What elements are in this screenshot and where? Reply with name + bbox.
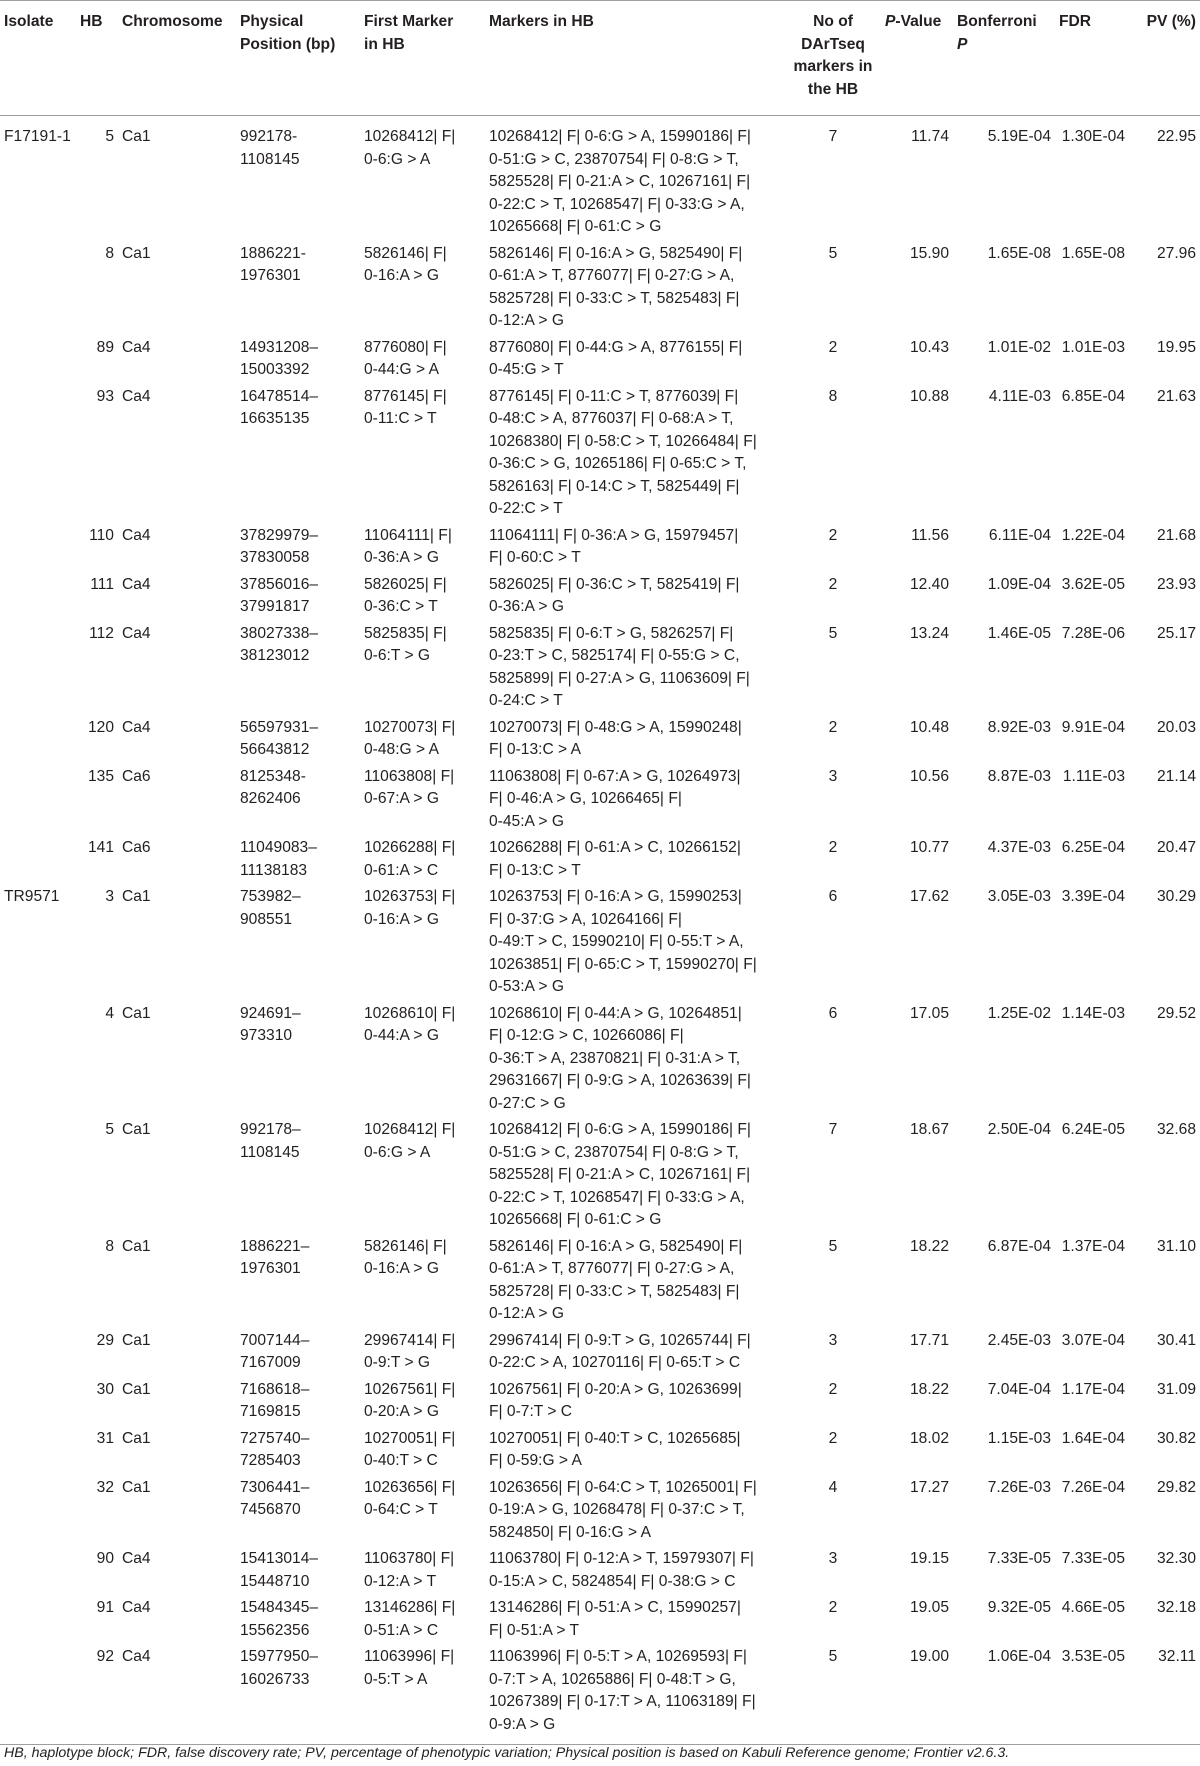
- cell-bonferroni-p: 1.15E-03: [987, 1429, 1051, 1447]
- cell-physical-position: 992178- 1108145: [240, 128, 300, 168]
- cell-first-marker: 5826146| F| 0-16:A > G: [364, 244, 447, 284]
- cell-marker-count: 2: [828, 718, 838, 736]
- cell-first-marker: 10263753| F| 0-16:A > G: [364, 888, 456, 928]
- header-pv: PV (%): [1129, 1, 1200, 116]
- cell-fdr: 3.62E-05: [1061, 575, 1125, 593]
- cell-bonferroni-p: 1.65E-08: [987, 244, 1051, 262]
- table-row: [0, 766, 1200, 838]
- cell-p-value: 10.43: [909, 338, 949, 356]
- cell-p-value: 15.90: [909, 244, 949, 262]
- cell-isolate: [0, 623, 76, 717]
- cell-marker-count: 6: [828, 888, 838, 905]
- cell-isolate: [0, 1646, 76, 1745]
- cell-pv: 32.30: [1156, 1550, 1196, 1567]
- table-row: [0, 386, 1200, 525]
- cell-fdr: 6.24E-05: [1061, 1121, 1125, 1138]
- cell-pv: 30.29: [1156, 888, 1196, 905]
- table-row: [0, 837, 1200, 886]
- cell-first-marker: 10268412| F| 0-6:G > A: [364, 1121, 456, 1161]
- cell-physical-position: 14931208– 15003392: [240, 338, 319, 378]
- cell-marker-count: 8: [828, 387, 838, 405]
- cell-pv: 22.95: [1156, 128, 1196, 145]
- cell-bonferroni-p: 6.87E-04: [987, 1237, 1051, 1255]
- cell-hb: 5: [105, 1121, 114, 1138]
- cell-first-marker: 10270051| F| 0-40:T > C: [364, 1429, 456, 1469]
- cell-chromosome: Ca4: [122, 718, 151, 736]
- cell-isolate: [0, 837, 76, 886]
- cell-chromosome: Ca4: [122, 575, 151, 593]
- cell-physical-position: 16478514– 16635135: [240, 387, 319, 427]
- cell-markers-in-hb: 10267561| F| 0-20:A > G, 10263699| F| 0-7:T > C: [489, 1380, 742, 1420]
- cell-marker-count: 2: [828, 839, 838, 856]
- cell-hb: 120: [87, 718, 114, 736]
- header-bonferroni-prefix: Bonferroni: [957, 13, 1037, 30]
- cell-fdr: 1.64E-04: [1061, 1429, 1125, 1447]
- table-row: [0, 1477, 1200, 1549]
- header-bonferroni-italic: P: [957, 35, 968, 53]
- cell-first-marker: 10268610| F| 0-44:A > G: [364, 1004, 456, 1044]
- table-row: [0, 1119, 1200, 1236]
- cell-marker-count: 2: [828, 1429, 838, 1447]
- cell-fdr: 1.37E-04: [1061, 1237, 1125, 1255]
- header-p-value-italic: P: [885, 13, 896, 30]
- cell-p-value: 10.56: [909, 767, 949, 785]
- cell-isolate: [0, 1379, 76, 1428]
- header-first-marker: First Marker in HB: [360, 1, 485, 116]
- cell-physical-position: 15413014– 15448710: [240, 1550, 319, 1590]
- cell-isolate: [0, 1330, 76, 1379]
- cell-hb: 8: [105, 244, 114, 262]
- cell-markers-in-hb: 10263656| F| 0-64:C > T, 10265001| F| 0-19:A > G, 10268478| F| 0-37:C > T, 5824850| F| 0-16:G > A: [489, 1478, 757, 1541]
- cell-bonferroni-p: 6.11E-04: [988, 526, 1051, 544]
- table-row: [0, 1236, 1200, 1330]
- cell-p-value: 17.71: [909, 1331, 949, 1349]
- cell-markers-in-hb: 10263753| F| 0-16:A > G, 15990253| F| 0-37:G > A, 10264166| F| 0-49:T > C, 15990210| F| 0-55:T > A, 10263851| F| 0-65:C > T, 15990270| F| 0-53:A > G: [489, 888, 757, 995]
- header-isolate: Isolate: [0, 1, 76, 116]
- cell-isolate: [0, 386, 76, 525]
- cell-physical-position: 1886221- 1976301: [240, 244, 306, 284]
- table-body: [0, 116, 1200, 1745]
- cell-fdr: 1.17E-04: [1061, 1380, 1125, 1398]
- cell-physical-position: 8125348- 8262406: [240, 767, 306, 807]
- cell-fdr: 3.53E-05: [1055, 1646, 1129, 1745]
- cell-bonferroni-p: 7.04E-04: [987, 1380, 1051, 1398]
- cell-first-marker: 10268412| F| 0-6:G > A: [364, 128, 456, 168]
- header-bonferroni: [953, 1, 1055, 116]
- cell-marker-count: 3: [828, 767, 838, 785]
- cell-markers-in-hb: 11063996| F| 0-5:T > A, 10269593| F| 0-7:T > A, 10265886| F| 0-48:T > G, 10267389| F| 0-17:T > A, 11063189| F| 0-9:A > G: [485, 1646, 785, 1745]
- cell-fdr: 9.91E-04: [1061, 718, 1125, 736]
- cell-p-value: 10.48: [909, 718, 949, 736]
- cell-isolate: [0, 1003, 76, 1120]
- cell-hb: 111: [90, 575, 114, 593]
- cell-marker-count: 5: [828, 624, 838, 642]
- cell-first-marker: 5826146| F| 0-16:A > G: [364, 1237, 447, 1277]
- cell-marker-count: 4: [828, 1478, 838, 1496]
- cell-p-value: 18.22: [909, 1237, 949, 1255]
- header-chromosome: Chromosome: [118, 1, 236, 116]
- cell-marker-count: 2: [828, 575, 838, 593]
- cell-p-value: 17.27: [909, 1478, 949, 1496]
- cell-bonferroni-p: 2.45E-03: [987, 1331, 1051, 1349]
- table-row: [0, 525, 1200, 574]
- cell-hb: 135: [87, 767, 114, 785]
- cell-markers-in-hb: 10270073| F| 0-48:G > A, 15990248| F| 0-13:C > A: [489, 718, 742, 758]
- cell-p-value: 19.15: [909, 1550, 949, 1567]
- cell-markers-in-hb: 29967414| F| 0-9:T > G, 10265744| F| 0-22:C > A, 10270116| F| 0-65:T > C: [489, 1331, 751, 1371]
- header-hb: HB: [76, 1, 118, 116]
- cell-chromosome: Ca6: [122, 839, 151, 856]
- table-row: [0, 886, 1200, 1003]
- cell-physical-position: 1886221– 1976301: [240, 1237, 310, 1277]
- cell-first-marker: 10270073| F| 0-48:G > A: [364, 718, 456, 758]
- cell-p-value: 17.62: [909, 888, 949, 905]
- cell-first-marker: 10263656| F| 0-64:C > T: [364, 1478, 456, 1518]
- cell-physical-position: 924691– 973310: [240, 1004, 301, 1044]
- cell-pv: 32.18: [1156, 1599, 1196, 1616]
- cell-chromosome: Ca1: [122, 888, 151, 905]
- table-row: [0, 1548, 1200, 1597]
- cell-bonferroni-p: 9.32E-05: [987, 1599, 1051, 1616]
- cell-physical-position: 753982– 908551: [240, 888, 301, 928]
- table-header: [0, 1, 1200, 116]
- cell-fdr: 7.28E-06: [1061, 624, 1125, 642]
- cell-fdr: 7.33E-05: [1061, 1550, 1125, 1567]
- cell-pv: 21.68: [1156, 526, 1196, 544]
- table-row: [0, 1597, 1200, 1646]
- cell-hb: 31: [96, 1429, 114, 1447]
- table-row: [0, 1379, 1200, 1428]
- cell-chromosome: Ca4: [122, 338, 151, 356]
- cell-physical-position: 56597931– 56643812: [240, 718, 319, 758]
- cell-chromosome: Ca4: [122, 387, 151, 405]
- cell-p-value: 19.05: [909, 1599, 949, 1616]
- header-physical-position: Physical Position (bp): [236, 1, 360, 116]
- cell-physical-position: 37856016– 37991817: [240, 575, 319, 615]
- table-row: [0, 116, 1200, 243]
- cell-physical-position: 7168618– 7169815: [240, 1380, 310, 1420]
- cell-bonferroni-p: 5.19E-04: [987, 128, 1051, 145]
- cell-isolate: [0, 766, 76, 838]
- cell-physical-position: 992178– 1108145: [240, 1121, 301, 1161]
- cell-chromosome: Ca1: [122, 1380, 151, 1398]
- cell-chromosome: Ca4: [122, 1550, 151, 1567]
- cell-physical-position: 15484345– 15562356: [240, 1599, 319, 1639]
- cell-fdr: 6.25E-04: [1061, 839, 1125, 856]
- cell-p-value: 11.56: [911, 526, 949, 544]
- cell-pv: 19.95: [1156, 338, 1196, 356]
- cell-pv: 20.47: [1156, 839, 1196, 856]
- cell-isolate: F17191-1: [4, 128, 71, 145]
- cell-markers-in-hb: 8776145| F| 0-11:C > T, 8776039| F| 0-48:C > A, 8776037| F| 0-68:A > T, 10268380| F| 0-58:C > T, 10266484| F| 0-36:C > G, 10265186| F| 0-65:C > T, 5826163| F| 0-14:C > T, 5825449| F| 0-22:C > T: [489, 387, 757, 517]
- cell-pv: 20.03: [1156, 718, 1196, 736]
- cell-markers-in-hb: 10268412| F| 0-6:G > A, 15990186| F| 0-51:G > C, 23870754| F| 0-8:G > T, 5825528| F| 0-21:A > C, 10267161| F| 0-22:C > T, 10268547| F| 0-33:G > A, 10265668| F| 0-61:C > G: [489, 1121, 751, 1228]
- cell-hb: 4: [105, 1004, 114, 1022]
- cell-hb: 89: [96, 338, 114, 356]
- cell-marker-count: 2: [828, 1380, 838, 1398]
- cell-markers-in-hb: 5826146| F| 0-16:A > G, 5825490| F| 0-61:A > T, 8776077| F| 0-27:G > A, 5825728| F| 0-33:C > T, 5825483| F| 0-12:A > G: [489, 1237, 743, 1322]
- cell-isolate: [0, 1597, 76, 1646]
- cell-chromosome: Ca1: [122, 128, 151, 145]
- cell-pv: 27.96: [1156, 244, 1196, 262]
- cell-marker-count: 3: [828, 1331, 838, 1349]
- cell-hb: 141: [87, 839, 114, 856]
- cell-fdr: 1.30E-04: [1061, 128, 1125, 145]
- cell-physical-position: 38027338– 38123012: [240, 624, 319, 664]
- cell-pv: 31.09: [1156, 1380, 1196, 1398]
- cell-pv: 30.41: [1156, 1331, 1196, 1349]
- cell-bonferroni-p: 1.09E-04: [987, 575, 1051, 593]
- cell-physical-position: 7306441– 7456870: [240, 1478, 310, 1518]
- cell-fdr: 1.11E-03: [1062, 767, 1125, 785]
- cell-markers-in-hb: 5826146| F| 0-16:A > G, 5825490| F| 0-61:A > T, 8776077| F| 0-27:G > A, 5825728| F| 0-33:C > T, 5825483| F| 0-12:A > G: [489, 244, 743, 329]
- cell-markers-in-hb: 10268610| F| 0-44:A > G, 10264851| F| 0-12:G > C, 10266086| F| 0-36:T > A, 23870821| F| 0-31:A > T, 29631667| F| 0-9:G > A, 10263639| F| 0-27:C > G: [489, 1004, 751, 1112]
- cell-hb: 30: [96, 1380, 114, 1398]
- header-p-value: [881, 1, 953, 116]
- table-row: [0, 623, 1200, 717]
- cell-chromosome: Ca1: [122, 244, 151, 262]
- cell-first-marker: 5825835| F| 0-6:T > G: [364, 624, 447, 664]
- cell-fdr: 1.14E-03: [1061, 1004, 1125, 1022]
- cell-markers-in-hb: 11064111| F| 0-36:A > G, 15979457| F| 0-60:C > T: [489, 526, 739, 566]
- cell-physical-position: 7007144– 7167009: [240, 1331, 310, 1371]
- cell-chromosome: Ca1: [122, 1237, 151, 1255]
- cell-first-marker: 10267561| F| 0-20:A > G: [364, 1380, 456, 1420]
- cell-marker-count: 7: [828, 1121, 838, 1138]
- cell-first-marker: 8776080| F| 0-44:G > A: [364, 338, 447, 378]
- cell-hb: 90: [96, 1550, 114, 1567]
- cell-physical-position: 11049083– 11138183: [240, 839, 317, 879]
- cell-marker-count: 2: [828, 526, 838, 544]
- cell-marker-count: 7: [828, 128, 838, 145]
- header-markers-in-hb: Markers in HB: [485, 1, 785, 116]
- cell-pv: 23.93: [1156, 575, 1196, 593]
- cell-fdr: 3.39E-04: [1061, 888, 1125, 905]
- cell-fdr: 1.22E-04: [1061, 526, 1125, 544]
- cell-hb: 91: [96, 1599, 114, 1616]
- cell-p-value: 10.77: [909, 839, 949, 856]
- cell-pv: 32.68: [1156, 1121, 1196, 1138]
- cell-physical-position: 37829979– 37830058: [240, 526, 319, 566]
- cell-isolate: [0, 1428, 76, 1477]
- cell-fdr: 4.66E-05: [1061, 1599, 1125, 1616]
- cell-fdr: 6.85E-04: [1061, 387, 1125, 405]
- cell-hb: 8: [105, 1237, 114, 1255]
- table-row: [0, 1646, 1200, 1745]
- cell-pv: 29.52: [1156, 1004, 1196, 1022]
- cell-markers-in-hb: 13146286| F| 0-51:A > C, 15990257| F| 0-51:A > T: [489, 1599, 741, 1639]
- cell-bonferroni-p: 1.06E-04: [953, 1646, 1055, 1745]
- table-row: [0, 1330, 1200, 1379]
- cell-marker-count: 5: [828, 244, 838, 262]
- cell-isolate: [0, 337, 76, 386]
- cell-markers-in-hb: 5825835| F| 0-6:T > G, 5826257| F| 0-23:T > C, 5825174| F| 0-55:G > C, 5825899| F| 0-27:A > G, 11063609| F| 0-24:C > T: [489, 624, 750, 709]
- cell-hb: 93: [96, 387, 114, 405]
- cell-chromosome: Ca1: [122, 1478, 151, 1496]
- cell-p-value: 11.74: [911, 128, 949, 145]
- cell-p-value: 18.02: [909, 1429, 949, 1447]
- header-marker-count: No of DArTseq markers in the HB: [785, 1, 881, 116]
- cell-hb: 5: [105, 128, 114, 145]
- table-footnote: HB, haplotype block; FDR, false discovery rate; PV, percentage of phenotypic variation; Physical position is based on Kabuli Reference genome; Frontier v2.6.3.: [4, 1745, 1010, 1761]
- cell-fdr: 1.65E-08: [1061, 244, 1125, 262]
- cell-bonferroni-p: 4.37E-03: [987, 839, 1051, 856]
- cell-marker-count: 3: [828, 1550, 838, 1567]
- cell-bonferroni-p: 1.25E-02: [987, 1004, 1051, 1022]
- cell-bonferroni-p: 1.01E-02: [987, 338, 1051, 356]
- cell-pv: 31.10: [1156, 1237, 1196, 1255]
- header-p-value-rest: -Value: [895, 13, 942, 30]
- cell-isolate: [0, 1119, 76, 1236]
- cell-bonferroni-p: 1.46E-05: [987, 624, 1051, 642]
- cell-chromosome: Ca1: [122, 1121, 151, 1138]
- table-row: [0, 717, 1200, 766]
- cell-first-marker: 10266288| F| 0-61:A > C: [364, 839, 456, 879]
- cell-marker-count: 5: [785, 1646, 881, 1745]
- cell-chromosome: Ca1: [122, 1004, 151, 1022]
- table-row: [0, 574, 1200, 623]
- cell-fdr: 3.07E-04: [1061, 1331, 1125, 1349]
- cell-first-marker: 11063808| F| 0-67:A > G: [364, 767, 455, 807]
- cell-pv: 30.82: [1156, 1429, 1196, 1447]
- cell-hb: 32: [96, 1478, 114, 1496]
- cell-pv: 21.63: [1156, 387, 1196, 405]
- cell-fdr: 7.26E-04: [1061, 1478, 1125, 1496]
- cell-isolate: [0, 717, 76, 766]
- cell-chromosome: Ca1: [122, 1429, 151, 1447]
- cell-fdr: 1.01E-03: [1061, 338, 1125, 356]
- cell-hb: 29: [96, 1331, 114, 1349]
- cell-p-value: 12.40: [909, 575, 949, 593]
- cell-physical-position: 7275740– 7285403: [240, 1429, 310, 1469]
- cell-isolate: [0, 525, 76, 574]
- cell-first-marker: 11064111| F| 0-36:A > G: [364, 526, 452, 566]
- cell-p-value: 19.00: [881, 1646, 953, 1745]
- cell-marker-count: 2: [828, 338, 838, 356]
- cell-bonferroni-p: 8.92E-03: [987, 718, 1051, 736]
- cell-p-value: 18.67: [909, 1121, 949, 1138]
- cell-chromosome: Ca4: [122, 1599, 151, 1616]
- cell-chromosome: Ca1: [122, 1331, 151, 1349]
- cell-isolate: [0, 1548, 76, 1597]
- cell-marker-count: 2: [828, 1599, 838, 1616]
- cell-first-marker: 11063996| F| 0-5:T > A: [360, 1646, 485, 1745]
- cell-chromosome: Ca6: [122, 767, 151, 785]
- cell-isolate: [0, 1477, 76, 1549]
- cell-pv: 32.11: [1129, 1646, 1200, 1745]
- cell-hb: 112: [89, 624, 114, 642]
- cell-p-value: 13.24: [909, 624, 949, 642]
- cell-markers-in-hb: 5826025| F| 0-36:C > T, 5825419| F| 0-36:A > G: [489, 575, 740, 615]
- cell-hb: 92: [76, 1646, 118, 1745]
- cell-isolate: TR9571: [4, 888, 60, 905]
- cell-bonferroni-p: 2.50E-04: [987, 1121, 1051, 1138]
- cell-markers-in-hb: 11063780| F| 0-12:A > T, 15979307| F| 0-15:A > C, 5824854| F| 0-38:G > C: [489, 1550, 754, 1590]
- cell-first-marker: 5826025| F| 0-36:C > T: [364, 575, 447, 615]
- table-row: [0, 337, 1200, 386]
- cell-chromosome: Ca4: [122, 624, 151, 642]
- cell-first-marker: 13146286| F| 0-51:A > C: [364, 1599, 456, 1639]
- cell-bonferroni-p: 7.26E-03: [987, 1478, 1051, 1496]
- cell-pv: 25.17: [1156, 624, 1196, 642]
- cell-isolate: [0, 243, 76, 337]
- cell-chromosome: Ca4: [118, 1646, 236, 1745]
- cell-hb: 110: [89, 526, 114, 544]
- cell-markers-in-hb: 10270051| F| 0-40:T > C, 10265685| F| 0-59:G > A: [489, 1429, 741, 1469]
- cell-p-value: 18.22: [909, 1380, 949, 1398]
- cell-physical-position: 15977950– 16026733: [236, 1646, 360, 1745]
- cell-bonferroni-p: 8.87E-03: [987, 767, 1051, 785]
- cell-isolate: [0, 574, 76, 623]
- cell-markers-in-hb: 10268412| F| 0-6:G > A, 15990186| F| 0-51:G > C, 23870754| F| 0-8:G > T, 5825528| F| 0-21:A > C, 10267161| F| 0-22:C > T, 10268547| F| 0-33:G > A, 10265668| F| 0-61:C > G: [489, 128, 751, 235]
- cell-p-value: 10.88: [909, 387, 949, 405]
- cell-marker-count: 6: [828, 1004, 838, 1022]
- table-row: [0, 243, 1200, 337]
- cell-marker-count: 5: [828, 1237, 838, 1255]
- cell-bonferroni-p: 4.11E-03: [988, 387, 1051, 405]
- cell-bonferroni-p: 7.33E-05: [987, 1550, 1051, 1567]
- table-row: [0, 1003, 1200, 1120]
- cell-first-marker: 11063780| F| 0-12:A > T: [364, 1550, 455, 1590]
- cell-markers-in-hb: 11063808| F| 0-67:A > G, 10264973| F| 0-46:A > G, 10266465| F| 0-45:A > G: [489, 767, 741, 830]
- cell-pv: 21.14: [1156, 767, 1196, 785]
- cell-p-value: 17.05: [909, 1004, 949, 1022]
- cell-chromosome: Ca4: [122, 526, 151, 544]
- cell-hb: 3: [105, 888, 114, 905]
- cell-first-marker: 8776145| F| 0-11:C > T: [364, 387, 447, 427]
- cell-markers-in-hb: 8776080| F| 0-44:G > A, 8776155| F| 0-45:G > T: [489, 338, 743, 378]
- table-row: [0, 1428, 1200, 1477]
- cell-pv: 29.82: [1156, 1478, 1196, 1496]
- cell-bonferroni-p: 3.05E-03: [987, 888, 1051, 905]
- cell-first-marker: 29967414| F| 0-9:T > G: [364, 1331, 456, 1371]
- cell-isolate: [0, 1236, 76, 1330]
- header-fdr: FDR: [1055, 1, 1129, 116]
- cell-markers-in-hb: 10266288| F| 0-61:A > C, 10266152| F| 0-13:C > T: [489, 839, 741, 879]
